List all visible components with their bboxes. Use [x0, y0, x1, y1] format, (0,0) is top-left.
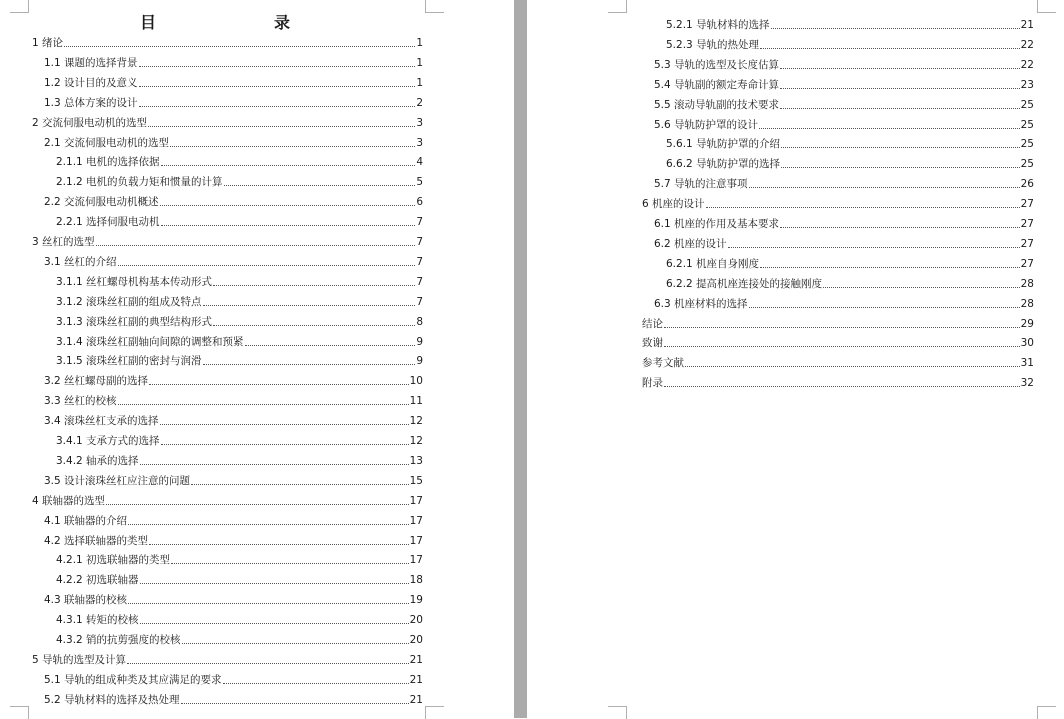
toc-dot-leader	[127, 662, 409, 664]
toc-dot-leader	[170, 145, 415, 147]
toc-entry	[56, 350, 423, 368]
toc-dot-leader	[780, 226, 1020, 228]
toc-dot-leader	[759, 127, 1020, 129]
toc-entry	[44, 669, 423, 687]
toc-dot-leader	[118, 264, 416, 266]
toc-entry-text: 致谢	[642, 337, 663, 350]
toc-entry-page-number: 1	[416, 56, 423, 69]
crop-mark-bottom-right	[1037, 706, 1056, 719]
toc-entry	[44, 589, 423, 607]
toc-entry-text: 5.2.3 导轨的热处理	[666, 38, 760, 51]
toc-entry-text: 2.1.2 电机的负载力矩和惯量的计算	[56, 176, 223, 189]
toc-entry	[32, 649, 423, 667]
toc-dot-leader	[749, 186, 1020, 188]
toc-entry-page-number: 17	[409, 534, 423, 547]
toc-entry-page-number: 7	[416, 295, 423, 308]
toc-entry-page-number: 1	[416, 37, 423, 49]
toc-entry-page-number: 27	[1020, 198, 1034, 211]
toc-entry-text: 3.1.4 滚珠丝杠副轴向间隙的调整和预紧	[56, 335, 244, 348]
toc-entry	[44, 530, 423, 548]
toc-dot-leader	[161, 443, 409, 445]
toc-dot-leader	[140, 582, 409, 584]
document-page-left	[0, 0, 514, 718]
toc-entry-text: 6.3 机座材料的选择	[654, 297, 748, 310]
toc-entry	[666, 133, 1034, 151]
toc-entry-page-number: 12	[409, 435, 423, 447]
toc-dot-leader	[203, 363, 416, 365]
toc-entry-page-number: 25	[1020, 118, 1034, 131]
toc-dot-leader	[160, 204, 416, 206]
toc-entry	[56, 629, 423, 647]
toc-dot-leader	[706, 206, 1020, 208]
toc-entry	[44, 132, 423, 150]
toc-entry-text: 3.3 丝杠的校核	[44, 395, 117, 408]
toc-dot-leader	[64, 45, 415, 47]
toc-entry	[44, 410, 423, 428]
toc-entry-page-number: 32	[1020, 377, 1034, 390]
crop-mark-top-left	[10, 0, 29, 13]
toc-entry-page-number: 7	[416, 216, 423, 229]
toc-dot-leader	[203, 304, 416, 306]
toc-entry-text: 2.1.1 电机的选择依据	[56, 156, 160, 169]
toc-entry-text: 4.1 联轴器的介绍	[44, 514, 128, 527]
toc-dot-leader	[760, 47, 1020, 49]
toc-entry-page-number: 27	[1020, 237, 1034, 250]
toc-dot-leader	[224, 184, 416, 186]
toc-dot-leader	[760, 266, 1020, 268]
toc-entry-text: 3.1.3 滚珠丝杠副的典型结构形式	[56, 315, 213, 328]
toc-entry	[654, 233, 1034, 251]
toc-entry-text: 5.3 导轨的选型及长度估算	[654, 58, 780, 71]
toc-entry-page-number: 21	[409, 653, 423, 666]
toc-title	[140, 10, 290, 32]
toc-dot-leader	[118, 403, 409, 405]
toc-entry	[654, 94, 1034, 112]
toc-dot-leader	[128, 602, 409, 604]
crop-mark-top-right	[1037, 0, 1056, 13]
toc-entry	[642, 313, 1034, 331]
toc-entry-page-number: 7	[416, 255, 423, 268]
toc-dot-leader	[140, 622, 409, 624]
toc-entry	[56, 609, 423, 627]
toc-dot-leader	[140, 463, 409, 465]
toc-entry-text: 结论	[642, 317, 663, 330]
toc-entry-page-number: 20	[409, 614, 423, 627]
toc-dot-leader	[213, 324, 415, 326]
toc-dot-leader	[139, 65, 416, 67]
toc-entry	[666, 34, 1034, 52]
toc-entry-page-number: 11	[409, 395, 423, 408]
toc-entry-page-number: 7	[416, 236, 423, 248]
toc-entry-text: 5.1 导轨的组成种类及其应满足的要求	[44, 673, 222, 686]
toc-entry-text: 5.7 导轨的注意事项	[654, 178, 748, 191]
toc-entry-text: 6.2.1 机座自身刚度	[666, 257, 760, 270]
toc-entry-page-number: 17	[409, 494, 423, 507]
toc-entry-text: 6.2.2 提高机座连接处的接触刚度	[666, 277, 823, 290]
toc-entry-page-number: 17	[409, 554, 423, 567]
toc-dot-leader	[171, 562, 409, 564]
toc-dot-leader	[149, 383, 409, 385]
toc-dot-leader	[139, 105, 416, 107]
toc-entry	[642, 193, 1034, 211]
toc-entry-text: 3.1.1 丝杠螺母机构基本传动形式	[56, 275, 213, 288]
toc-entry	[654, 114, 1034, 132]
toc-entry-text: 4 联轴器的选型	[32, 494, 106, 507]
toc-dot-leader	[749, 306, 1020, 308]
toc-entry-page-number: 27	[1020, 257, 1034, 270]
toc-entry	[44, 92, 423, 110]
toc-entry	[642, 332, 1034, 350]
crop-mark-top-right	[425, 0, 444, 13]
toc-entry	[666, 273, 1034, 291]
toc-dot-leader	[771, 27, 1020, 29]
toc-dot-leader	[161, 224, 416, 226]
toc-entry-text: 附录	[642, 377, 663, 390]
toc-dot-leader	[781, 166, 1020, 168]
toc-entry-page-number: 28	[1020, 297, 1034, 310]
toc-entry-text: 5 导轨的选型及计算	[32, 653, 127, 666]
toc-dot-leader	[161, 164, 416, 166]
toc-entry	[654, 74, 1034, 92]
toc-entry-text: 1 绪论	[32, 37, 64, 49]
toc-entry-text: 4.2.2 初选联轴器	[56, 574, 139, 587]
toc-entry-text: 6 机座的设计	[642, 198, 705, 211]
toc-entry-page-number: 17	[409, 514, 423, 527]
toc-entry-text: 3.5 设计滚珠丝杠应注意的问题	[44, 474, 191, 487]
toc-entry-page-number: 27	[1020, 218, 1034, 230]
crop-mark-bottom-right	[425, 706, 444, 719]
toc-dot-leader	[128, 523, 409, 525]
toc-dot-leader	[96, 244, 416, 246]
toc-entry-text: 3.1.2 滚珠丝杠副的组成及特点	[56, 295, 202, 308]
toc-entry	[44, 52, 423, 70]
toc-entry-page-number: 21	[409, 673, 423, 686]
toc-entry-text: 3 丝杠的选型	[32, 236, 95, 248]
toc-dot-leader	[728, 246, 1020, 248]
toc-entry	[44, 470, 423, 488]
toc-entry	[56, 430, 423, 448]
toc-entry-page-number: 30	[1020, 337, 1034, 350]
toc-entry-page-number: 13	[409, 454, 423, 467]
toc-entry-page-number: 28	[1020, 277, 1034, 290]
crop-mark-bottom-left	[10, 706, 29, 719]
toc-entry-page-number: 7	[416, 275, 423, 288]
toc-entry-page-number: 3	[416, 116, 423, 129]
toc-entry	[654, 173, 1034, 191]
toc-entry-text: 3.2 丝杠螺母副的选择	[44, 375, 149, 388]
toc-entry-page-number: 15	[409, 474, 423, 487]
toc-dot-leader	[664, 385, 1020, 387]
toc-entry	[56, 331, 423, 349]
toc-entry-page-number: 20	[409, 634, 423, 646]
toc-dot-leader	[191, 483, 409, 485]
toc-entry-page-number: 26	[1020, 178, 1034, 191]
toc-entry-text: 1.3 总体方案的设计	[44, 96, 138, 109]
toc-entry	[56, 549, 423, 567]
toc-entry-text: 4.3 联轴器的校核	[44, 594, 128, 607]
toc-entry-page-number: 19	[409, 594, 423, 607]
toc-entry-text: 4.3.2 销的抗剪强度的校核	[56, 634, 181, 646]
toc-dot-leader	[139, 85, 416, 87]
toc-entry	[56, 291, 423, 309]
toc-dot-leader	[664, 345, 1020, 347]
toc-entry-text: 4.2.1 初选联轴器的类型	[56, 554, 171, 567]
toc-entry-text: 5.2 导轨材料的选择及热处理	[44, 693, 180, 706]
toc-entry-page-number: 8	[416, 315, 423, 328]
toc-entry-page-number: 5	[416, 176, 423, 189]
toc-entry-page-number: 18	[409, 574, 423, 587]
toc-entry	[642, 372, 1034, 390]
toc-entry-text: 3.1 丝杠的介绍	[44, 255, 117, 268]
toc-entry-page-number: 3	[416, 136, 423, 149]
toc-entry	[654, 293, 1034, 311]
toc-entry-page-number: 12	[409, 415, 423, 428]
toc-entry-text: 1.2 设计目的及意义	[44, 76, 138, 89]
crop-mark-bottom-left	[608, 706, 627, 719]
toc-entry	[666, 253, 1034, 271]
toc-entry	[642, 352, 1034, 370]
toc-entry	[44, 370, 423, 388]
toc-entry-text: 3.4.2 轴承的选择	[56, 454, 139, 467]
toc-entry	[654, 213, 1034, 231]
toc-dot-leader	[664, 326, 1020, 328]
toc-entry	[44, 251, 423, 269]
toc-entry-text: 5.5 滚动导轨副的技术要求	[654, 98, 780, 111]
toc-dot-leader	[149, 543, 409, 545]
toc-entry	[32, 490, 423, 508]
toc-title-char-1: 目	[140, 12, 157, 32]
toc-entry	[44, 390, 423, 408]
toc-entry-text: 6.6.2 导轨防护罩的选择	[666, 158, 781, 171]
toc-entry-page-number: 29	[1020, 317, 1034, 330]
toc-entry-page-number: 4	[416, 156, 423, 169]
toc-entry-page-number: 31	[1020, 357, 1034, 370]
toc-entry	[44, 72, 423, 90]
toc-dot-leader	[245, 344, 416, 346]
toc-entry-page-number: 9	[416, 355, 423, 368]
toc-entry-text: 2.2.1 选择伺服电动机	[56, 216, 160, 229]
toc-entry-text: 5.6.1 导轨防护罩的介绍	[666, 138, 781, 151]
toc-dot-leader	[780, 67, 1020, 69]
toc-entry-text: 1.1 课题的选择背景	[44, 56, 138, 69]
toc-entry	[32, 32, 423, 50]
toc-entry	[654, 54, 1034, 72]
toc-entry-page-number: 25	[1020, 98, 1034, 111]
toc-entry	[56, 151, 423, 169]
toc-entry	[56, 311, 423, 329]
toc-entry-text: 5.6 导轨防护罩的设计	[654, 118, 759, 131]
document-page-right	[527, 0, 1064, 718]
page-gutter	[514, 0, 527, 718]
toc-entry-text: 3.4 滚珠丝杠支承的选择	[44, 415, 159, 428]
toc-entry-page-number: 25	[1020, 158, 1034, 171]
toc-entry-page-number: 21	[409, 693, 423, 706]
toc-entry-text: 5.2.1 导轨材料的选择	[666, 19, 770, 31]
toc-dot-leader	[780, 87, 1020, 89]
toc-entry-page-number: 25	[1020, 138, 1034, 151]
toc-entry-page-number: 1	[416, 76, 423, 89]
toc-entry	[44, 689, 423, 707]
toc-dot-leader	[182, 642, 409, 644]
toc-entry-page-number: 23	[1020, 78, 1034, 91]
toc-entry-text: 2.1 交流伺服电动机的选型	[44, 136, 170, 149]
toc-entry-page-number: 22	[1020, 38, 1034, 51]
toc-dot-leader	[181, 702, 409, 704]
toc-entry-text: 参考文献	[642, 357, 684, 370]
crop-mark-top-left	[608, 0, 627, 13]
toc-entry-text: 3.1.5 滚珠丝杠副的密封与润滑	[56, 355, 202, 368]
toc-entry-page-number: 21	[1020, 19, 1034, 31]
toc-dot-leader	[781, 146, 1020, 148]
toc-entry	[56, 271, 423, 289]
toc-entry-page-number: 22	[1020, 58, 1034, 71]
toc-dot-leader	[685, 365, 1020, 367]
toc-entry	[666, 153, 1034, 171]
toc-entry-text: 6.1 机座的作用及基本要求	[654, 218, 780, 230]
toc-dot-leader	[148, 125, 415, 127]
toc-entry-text: 6.2 机座的设计	[654, 237, 727, 250]
toc-entry-text: 4.3.1 转矩的校核	[56, 614, 139, 627]
toc-entry-page-number: 2	[416, 96, 423, 109]
toc-dot-leader	[160, 423, 409, 425]
toc-entry-text: 2 交流伺服电动机的选型	[32, 116, 148, 129]
toc-entry	[56, 171, 423, 189]
toc-dot-leader	[823, 286, 1020, 288]
toc-entry-page-number: 6	[416, 196, 423, 209]
toc-entry	[44, 510, 423, 528]
toc-entry-text: 4.2 选择联轴器的类型	[44, 534, 149, 547]
toc-dot-leader	[223, 682, 409, 684]
toc-entry-page-number: 9	[416, 335, 423, 348]
toc-entry-text: 2.2 交流伺服电动机概述	[44, 196, 159, 209]
toc-title-char-2: 录	[273, 12, 290, 32]
toc-entry-text: 3.4.1 支承方式的选择	[56, 435, 160, 447]
toc-entry	[44, 191, 423, 209]
toc-dot-leader	[780, 107, 1020, 109]
toc-entry	[56, 450, 423, 468]
toc-dot-leader	[106, 503, 409, 505]
toc-entry-page-number: 10	[409, 375, 423, 388]
toc-entry	[56, 569, 423, 587]
toc-entry-text: 5.4 导轨副的额定寿命计算	[654, 78, 780, 91]
toc-dot-leader	[213, 284, 415, 286]
toc-entry	[666, 14, 1034, 32]
toc-entry	[32, 112, 423, 130]
toc-entry	[56, 211, 423, 229]
toc-entry	[32, 231, 423, 249]
